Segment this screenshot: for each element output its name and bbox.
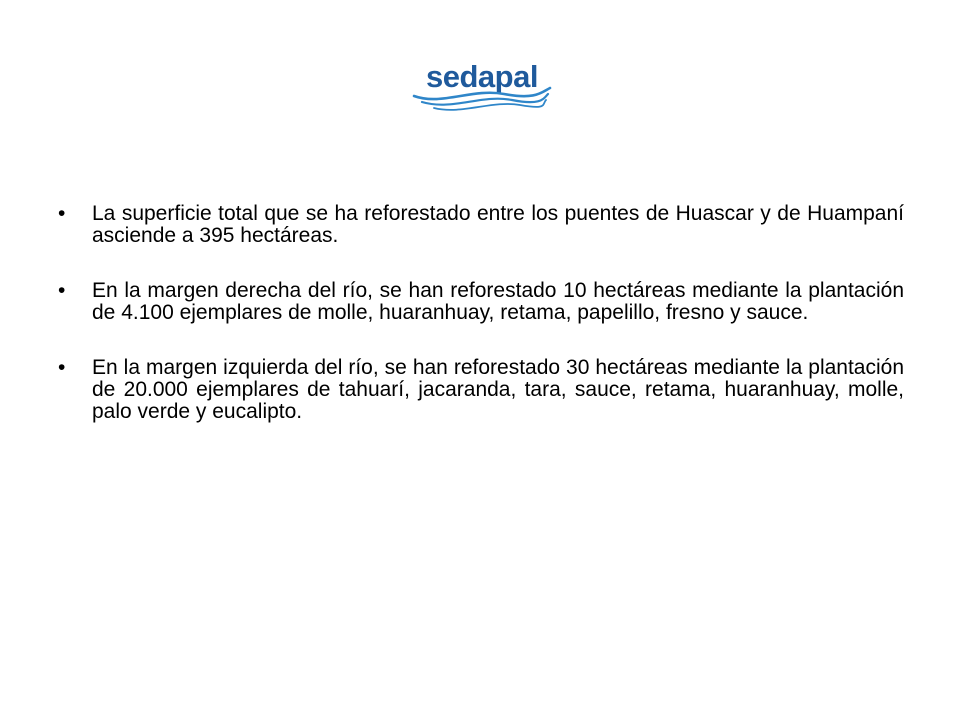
bullet-marker: • xyxy=(58,202,66,225)
bullet-text: La superficie total que se ha reforestado entre los puentes de Huascar y de Huampaní asciende a 395 hectáreas. xyxy=(92,202,904,247)
logo-wave-1 xyxy=(414,88,550,99)
bullet-list xyxy=(58,203,904,456)
bullet-text: En la margen izquierda del río, se han reforestado 30 hectáreas mediante la plantación de 20.000 ejemplares de tahuarí, jacaranda, tara, sauce, retama, huaranhuay, molle, palo verde y eucalipto. xyxy=(92,356,904,423)
bullet-marker: • xyxy=(58,279,66,302)
bullet-item-2 xyxy=(58,280,904,324)
bullet-item-1 xyxy=(58,203,904,247)
logo-wordmark: sedapal xyxy=(426,59,538,94)
bullet-text: En la margen derecha del río, se han reforestado 10 hectáreas mediante la plantación de 4.100 ejemplares de molle, huaranhuay, retama, papelillo, fresno y sauce. xyxy=(92,279,904,324)
sedapal-logo xyxy=(412,60,552,116)
logo-waves-icon xyxy=(412,86,552,116)
bullet-marker: • xyxy=(58,356,66,379)
bullet-item-3 xyxy=(58,357,904,423)
